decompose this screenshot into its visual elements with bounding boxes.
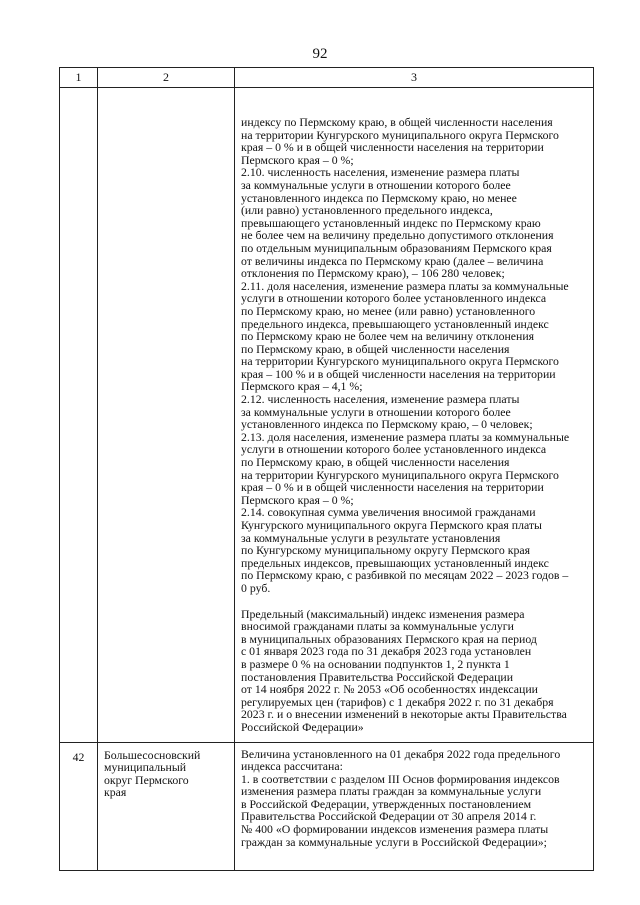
- description-cell: [235, 742, 594, 870]
- text-line: Правительства Российской Федерации от 30 апреля 2014 г.: [241, 809, 537, 824]
- text-line: не более чем на величину предельно допустимого отклонения: [241, 228, 554, 243]
- text-line: № 400 «О формировании индексов изменения размера платы: [241, 822, 549, 837]
- table-row-continued: [60, 88, 594, 743]
- text-line: 0 руб.: [241, 580, 271, 595]
- text-line: [241, 595, 587, 608]
- description-cell: [235, 88, 594, 743]
- text-line: по Пермскому краю, но менее (или равно) установленного: [241, 303, 536, 318]
- column-header-2: 2: [98, 68, 235, 88]
- column-header-1: 1: [60, 68, 98, 88]
- index-table: [59, 67, 594, 871]
- text-line: граждан за коммунальные услуги в Российской Федерации»;: [241, 834, 547, 849]
- text-line: 1. в соответствии с разделом III Основ формирования индексов: [241, 771, 560, 786]
- text-line: услуги в отношении которого более установленного индекса: [241, 442, 547, 457]
- text-line: 2.14. совокупная сумма увеличения вносимой гражданами: [241, 505, 536, 520]
- column-header-3: 3: [235, 68, 594, 88]
- text-line: Кунгурского муниципального округа Пермского края платы: [241, 518, 542, 532]
- text-line: по Пермскому краю, в общей численности населения: [241, 341, 510, 356]
- text-line: на территории Кунгурского муниципального округа Пермского: [241, 127, 559, 142]
- text-line: вносимой гражданами платы за коммунальные услуги: [241, 619, 514, 634]
- table-header-row: [60, 68, 594, 88]
- text-line: индексу по Пермскому краю, в общей численности населения: [241, 115, 553, 129]
- text-line: в размере 0 % на основании подпунктов 1, 2 пункта 1: [241, 656, 510, 671]
- table-row-42: [60, 742, 594, 870]
- municipality-name: [104, 749, 230, 799]
- text-line: за коммунальные услуги в результате установления: [241, 530, 501, 545]
- text-line: по Кунгурскому муниципальному округу Пермского края: [241, 543, 531, 558]
- text-line: изменения размера платы граждан за коммунальные услуги: [241, 784, 542, 799]
- text-line: предельных индексов, превышающих установленный индекс: [241, 555, 549, 570]
- row-number-cell: 42: [60, 742, 98, 870]
- text-line: Пермского края – 0 %;: [241, 492, 354, 507]
- text-line: от величины индекса по Пермскому краю (далее – величина: [241, 253, 544, 268]
- text-line: края – 0 % и в общей численности населения на территории: [241, 480, 544, 495]
- text-line: Пермского края – 0 %;: [241, 152, 354, 167]
- text-line: услуги в отношении которого более установленного индекса: [241, 291, 547, 306]
- municipality-cell: [98, 88, 235, 743]
- row-number-cell: [60, 88, 98, 743]
- text-line: от 14 ноября 2022 г. № 2053 «Об особенностях индексации: [241, 682, 538, 697]
- text-line: Российской Федерации»: [241, 719, 364, 734]
- text-line: по отдельным муниципальным образованиям Пермского края: [241, 240, 552, 255]
- text-line: Пермского края – 4,1 %;: [241, 379, 363, 394]
- text-line: регулируемых цен (тарифов) с 1 декабря 2022 г. по 31 декабря: [241, 694, 554, 709]
- text-line: с 01 января 2023 года по 31 декабря 2023 года установлен: [241, 644, 532, 659]
- text-line: 2023 г. и о внесении изменений в некоторые акты Правительства: [241, 707, 567, 722]
- text-line: округ Пермского: [104, 772, 189, 787]
- text-line: муниципальный: [104, 760, 187, 775]
- text-line: предельного индекса, превышающего установленный индекс: [241, 316, 549, 331]
- text-line: превышающего установленный индекс по Пермскому краю: [241, 215, 541, 230]
- text-line: по Пермскому краю, с разбивкой по месяцам 2022 – 2023 годов –: [241, 568, 569, 583]
- text-line: отклонения по Пермскому краю), – 106 280 человек;: [241, 266, 505, 281]
- municipality-cell: [98, 742, 235, 870]
- text-line: края – 0 % и в общей численности населения на территории: [241, 140, 544, 155]
- text-line: 2.12. численность населения, изменение размера платы: [241, 392, 520, 407]
- text-line: в Российской Федерации, утвержденных постановлением: [241, 796, 532, 811]
- text-line: индекса рассчитана:: [241, 759, 343, 774]
- text-line: 2.13. доля населения, изменение размера платы за коммунальные: [241, 429, 570, 444]
- text-line: постановления Правительства Российской Федерации: [241, 669, 514, 684]
- text-line: (или равно) установленного предельного индекса,: [241, 203, 493, 218]
- text-line: на территории Кунгурского муниципального округа Пермского: [241, 467, 559, 482]
- text-line: 2.10. численность населения, изменение размера платы: [241, 165, 520, 180]
- text-line: в муниципальных образованиях Пермского края на период: [241, 631, 537, 646]
- page-number: 92: [312, 46, 328, 62]
- text-line: за коммунальные услуги в отношении которого более: [241, 177, 511, 192]
- text-line: 2.11. доля населения, изменение размера платы за коммунальные: [241, 278, 569, 293]
- text-line: на территории Кунгурского муниципального округа Пермского: [241, 354, 559, 369]
- text-line: края: [104, 785, 127, 800]
- text-line: Большесосновский: [104, 747, 201, 762]
- text-line: по Пермскому краю, в общей численности населения: [241, 455, 510, 470]
- text-line: за коммунальные услуги в отношении которого более: [241, 404, 511, 419]
- description-text: [241, 748, 587, 849]
- description-text: [241, 116, 587, 734]
- text-line: края – 100 % и в общей численности населения на территории: [241, 366, 556, 381]
- text-line: Предельный (максимальный) индекс изменения размера: [241, 606, 525, 621]
- text-line: по Пермскому краю не более чем на величину отклонения: [241, 329, 535, 344]
- text-line: Величина установленного на 01 декабря 2022 года предельного: [241, 746, 561, 761]
- text-line: установленного индекса по Пермскому краю, – 0 человек;: [241, 417, 533, 432]
- text-line: установленного индекса по Пермскому краю, но менее: [241, 190, 517, 205]
